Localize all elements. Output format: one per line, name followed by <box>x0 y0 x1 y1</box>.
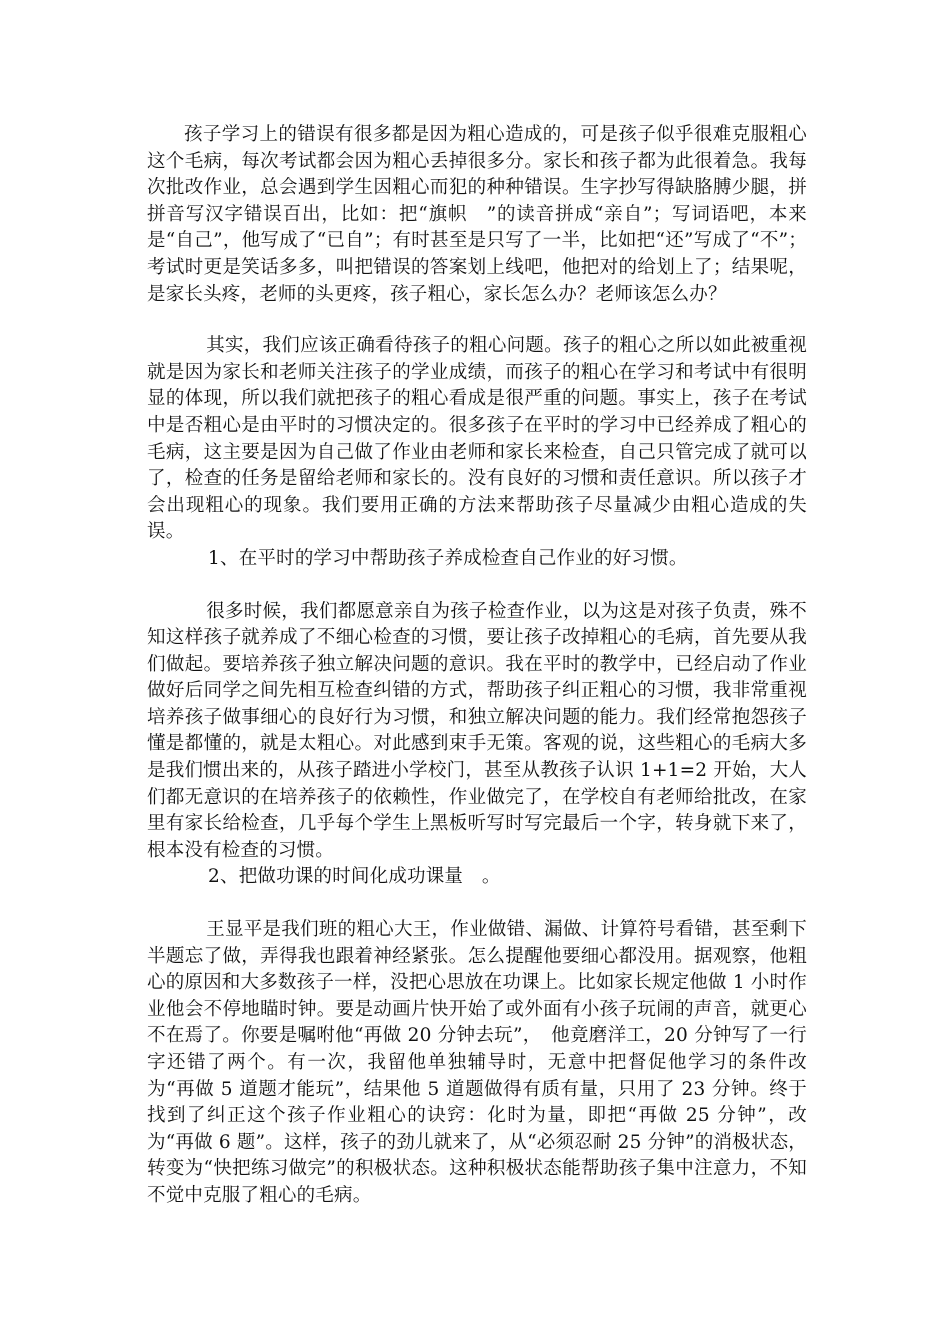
paragraph-method-2: 王显平是我们班的粗心大王，作业做错、漏做、计算符号看错，甚至剩下半题忘了做，弄得我也跟着神经紧张。怎么提醒他要细心都没用。据观察，他粗心的原因和大多数孩子一样，没把心思放在功课上。比如家长规定他做 1 小时作业他会不停地瞄时钟。要是动画片快开始了或外面有小孩子玩闹的声音，就更心不在焉了。你要是嘱咐他“再做 20 分钟去玩”， 他竟磨洋工，20 分钟写了一行字还错了两个。有一次，我留他单独辅导时，无意中把督促他学习的条件改为“再做 5 道题才能玩”，结果他 5 道题做得有质有量，只用了 23 分钟。终于找到了纠正这个孩子作业粗心的诀窍：化时为量，即把“再做 25 分钟”，改为“再做 6 题”。这样，孩子的劲儿就来了，从“必须忍耐 25 分钟”的消极状态，转变为“快把练习做完”的积极状态。这种积极状态能帮助孩子集中注意力，不知不觉中克服了粗心的毛病。 <box>147 919 807 1206</box>
document-body <box>147 122 807 1210</box>
section-heading-1: 1、在平时的学习中帮助孩子养成检查自己作业的好习惯。 <box>208 547 688 569</box>
paragraph-intro: 孩子学习上的错误有很多都是因为粗心造成的，可是孩子似乎很难克服粗心这个毛病，每次考试都会因为粗心丢掉很多分。家长和孩子都为此很着急。我每次批改作业，总会遇到学生因粗心而犯的种种错误。生字抄写得缺胳膊少腿，拼拼音写汉字错误百出，比如：把“旗帜 ”的读音拼成“亲自”；写词语吧，本来是“自己”，他写成了“已自”；有时甚至是只写了一半，比如把“还”写成了“不”；考试时更是笑话多多，叫把错误的答案划上线吧，他把对的给划上了；结果呢，是家长头疼，老师的头更疼，孩子粗心，家长怎么办？老师该怎么办？ <box>147 124 807 305</box>
paragraph-method-1: 很多时候，我们都愿意亲自为孩子检查作业，以为这是对孩子负责，殊不知这样孩子就养成了不细心检查的习惯，要让孩子改掉粗心的毛病，首先要从我们做起。要培养孩子独立解决问题的意识。我在平时的教学中，已经启动了作业做好后同学之间先相互检查纠错的方式，帮助孩子纠正粗心的习惯，我非常重视培养孩子做事细心的良好行为习惯，和独立解决问题的能力。我们经常抱怨孩子懂是都懂的，就是太粗心。对此感到束手无策。客观的说，这些粗心的毛病大多是我们惯出来的，从孩子踏进小学校门，甚至从教孩子认识 1+1=2 开始，大人们都无意识的在培养孩子的依赖性，作业做完了，在学校自有老师给批改，在家里有家长给检查，几乎每个学生上黑板听写时写完最后一个字，转身就下来了，根本没有检查的习惯。 <box>147 600 807 861</box>
section-heading-2: 2、把做功课的时间化成功课量 。 <box>208 866 501 888</box>
paragraph-analysis: 其实，我们应该正确看待孩子的粗心问题。孩子的粗心之所以如此被重视就是因为家长和老师关注孩子的学业成绩，而孩子的粗心在学习和考试中有很明显的体现，所以我们就把孩子的粗心看成是很严重的问题。事实上，孩子在考试中是否粗心是由平时的习惯决定的。很多孩子在平时的学习中已经养成了粗心的毛病，这主要是因为自己做了作业由老师和家长来检查，自己只管完成了就可以了，检查的任务是留给老师和家长的。没有良好的习惯和责任意识。所以孩子才会出现粗心的现象。我们要用正确的方法来帮助孩子尽量减少由粗心造成的失误。 <box>147 335 807 543</box>
